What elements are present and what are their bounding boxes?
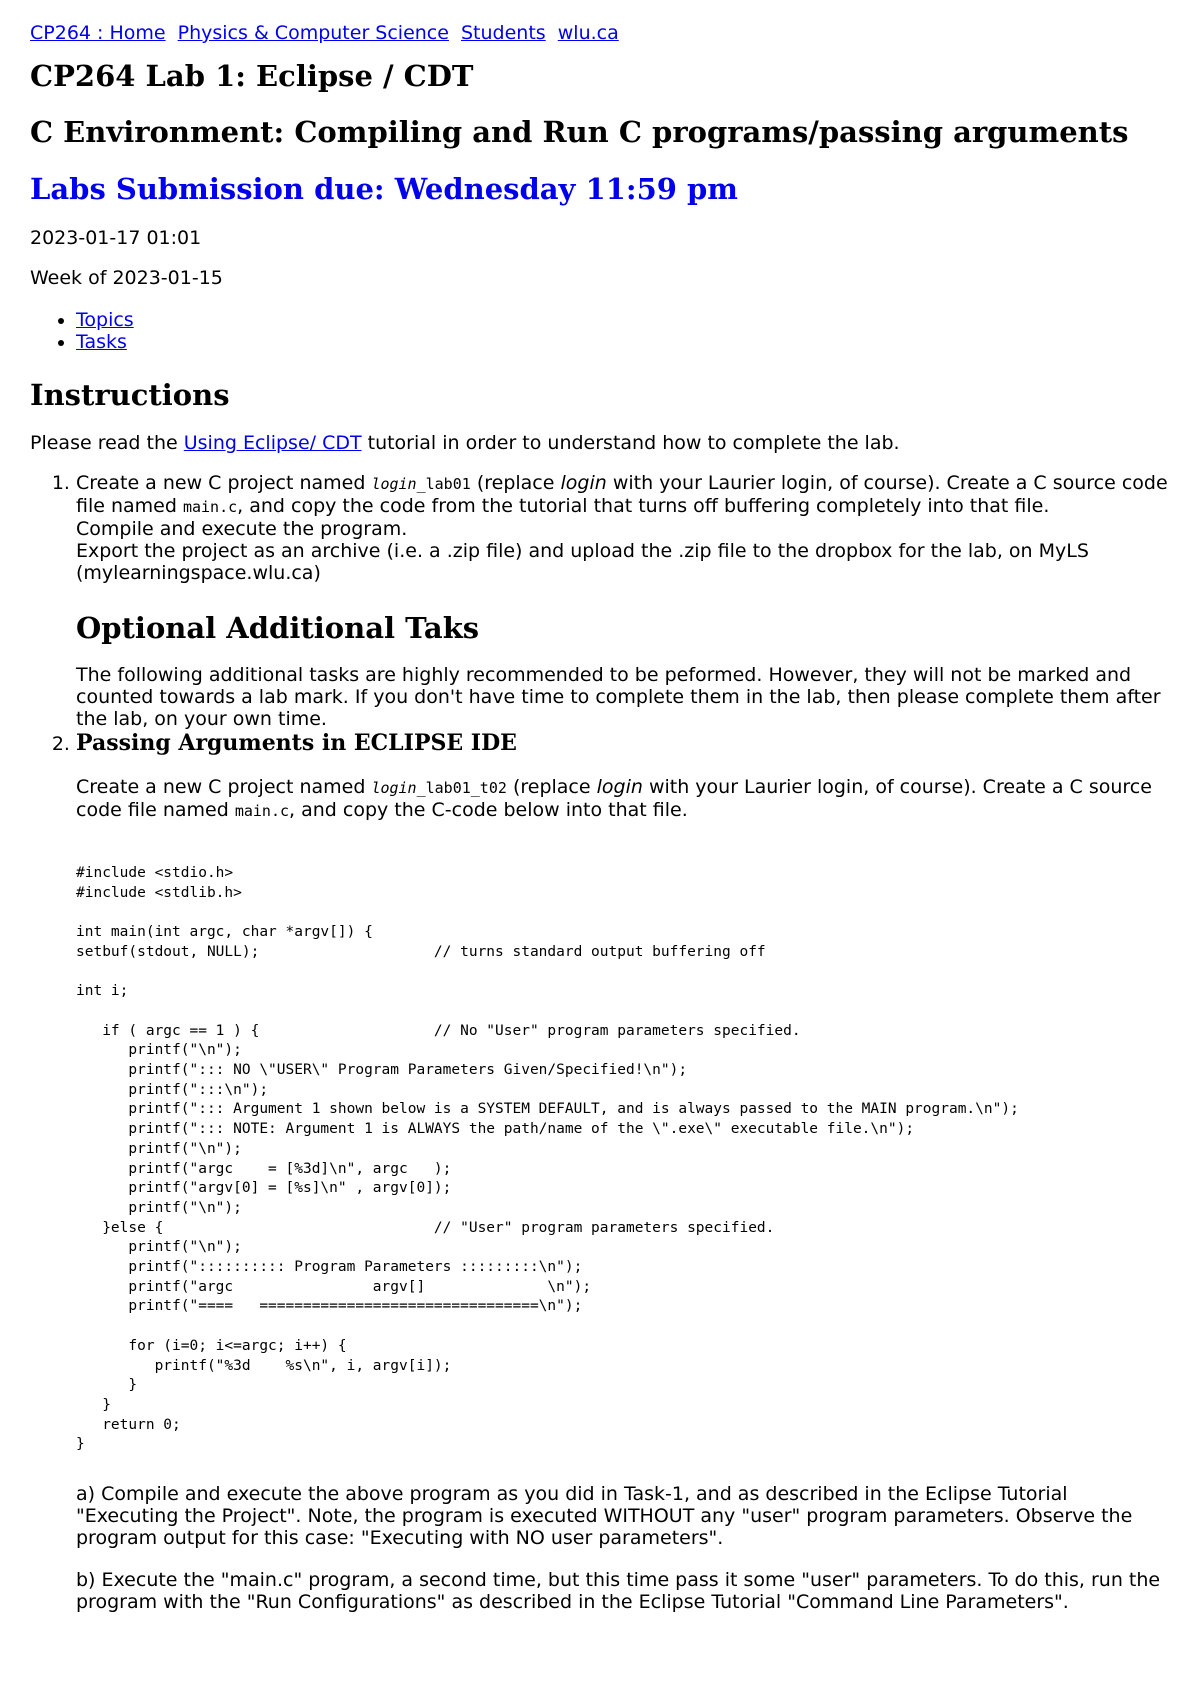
- c-code-block: #include <stdio.h> #include <stdlib.h> int main(int argc, char *argv[]) { setbuf(stdout, NULL); // turns standard output buffering off int i; if ( argc == 1 ) { // No "User" program parameters specified. printf("\n"); printf("::: NO \"USER\" Program Parameters Given/Specified!\n"); printf(":::\n"); printf("::: Argument 1 shown below is a SYSTEM DEFAULT, and is always passed to the MAIN program.\n"); printf("::: NOTE: Argument 1 is ALWAYS the path/name of the \".exe\" executable file.\n"); printf("\n"); printf("argc = [%3d]\n", argc ); printf("argv[0] = [%s]\n" , argv[0]); printf("\n"); }else { // "User" program parameters specified. printf("\n"); printf(":::::::::: Program Parameters :::::::::\n"); printf("argc argv[] \n"); printf("==== ================================\n"); for (i=0; i<=argc; i++) { printf("%3d %s\n", i, argv[i]); } } return 0; }: [76, 865, 1019, 1453]
- project-suffix: _lab01_t02: [416, 779, 507, 797]
- login-word: login: [560, 472, 607, 494]
- toc-link-tasks[interactable]: Tasks: [76, 331, 127, 353]
- task-2-text-a: Create a new C project named: [76, 776, 372, 798]
- login-placeholder: login: [371, 779, 417, 797]
- task-1-text-c: with your Laurier login, of course). Create a C source code file named: [76, 472, 1168, 517]
- page-subtitle: C Environment: Compiling and Run C programs/passing arguments: [30, 115, 1129, 149]
- intro-text-end: tutorial in order to understand how to complete the lab.: [361, 432, 900, 454]
- toc-link-topics[interactable]: Topics: [76, 309, 134, 331]
- task-2-text-d: , and copy the C-code below into that file.: [289, 799, 688, 821]
- task-2-text: [76, 776, 1170, 822]
- instructions-intro: [30, 432, 1170, 454]
- task-1-text-b: (replace: [470, 472, 561, 494]
- toc-item: [76, 309, 1170, 331]
- nav-link-physics-cs[interactable]: Physics & Computer Science: [177, 22, 449, 44]
- task-1-text-d: , and copy the code from the tutorial that turns off buffering completely into that file.: [237, 495, 1050, 517]
- login-word: login: [596, 776, 643, 798]
- task-1: [76, 472, 1170, 730]
- nav-link-students[interactable]: Students: [461, 22, 546, 44]
- task-1-compile: Compile and execute the program.: [76, 518, 408, 540]
- task-1-text: [76, 472, 1170, 518]
- instructions-heading: Instructions: [30, 378, 230, 412]
- task-2-text-c: with your Laurier login, of course). Create a C source code file named: [76, 776, 1152, 821]
- intro-text: Please read the: [30, 432, 184, 454]
- nav-link-wlu[interactable]: wlu.ca: [557, 22, 619, 44]
- task-list: [30, 472, 1170, 1613]
- question-a: a) Compile and execute the above program as you did in Task-1, and as described in the Eclipse Tutorial "Executing the Project". Note, the program is executed WITHOUT any "user" program parameters. Observe the program output for this case: "Executing with NO user parameters".: [76, 1483, 1133, 1550]
- task-1-export: Export the project as an archive (i.e. a .zip file) and upload the .zip file to the dropbox for the lab, on MyLS (mylearningspace.wlu.ca): [76, 540, 1089, 584]
- breadcrumb-nav: [30, 22, 1170, 44]
- toc-item: [76, 331, 1170, 353]
- page-title: CP264 Lab 1: Eclipse / CDT: [30, 59, 474, 93]
- nav-link-cp264-home[interactable]: CP264 : Home: [30, 22, 166, 44]
- login-placeholder: login: [371, 475, 417, 493]
- task-2-text-b: (replace: [506, 776, 597, 798]
- task-2: [76, 730, 1170, 1613]
- eclipse-tutorial-link[interactable]: Using Eclipse/ CDT: [183, 432, 362, 454]
- project-suffix: _lab01: [416, 475, 471, 493]
- task-1-text-a: Create a new C project named: [76, 472, 372, 494]
- question-b: b) Execute the "main.c" program, a second time, but this time pass it some "user" parameters. To do this, run the program with the "Run Configurations" as described in the Eclipse Tutorial "Command Line Parameters".: [76, 1569, 1161, 1614]
- task-2-title: 2. Passing Arguments in ECLIPSE IDE: [76, 730, 517, 756]
- table-of-contents: [30, 309, 1170, 353]
- due-date-heading: Labs Submission due: Wednesday 11:59 pm: [30, 172, 738, 206]
- optional-tasks-heading: Optional Additional Taks: [76, 611, 480, 645]
- source-file-name: main.c: [234, 802, 290, 820]
- source-file-name: main.c: [182, 498, 238, 516]
- week-label: Week of 2023-01-15: [30, 267, 223, 289]
- optional-tasks-text: The following additional tasks are highly recommended to be peformed. However, they will not be marked and counted towards a lab mark. If you don't have time to complete them in the lab, then please complete them after the lab, on your own time.: [76, 664, 1161, 730]
- posted-date: 2023-01-17 01:01: [30, 227, 202, 249]
